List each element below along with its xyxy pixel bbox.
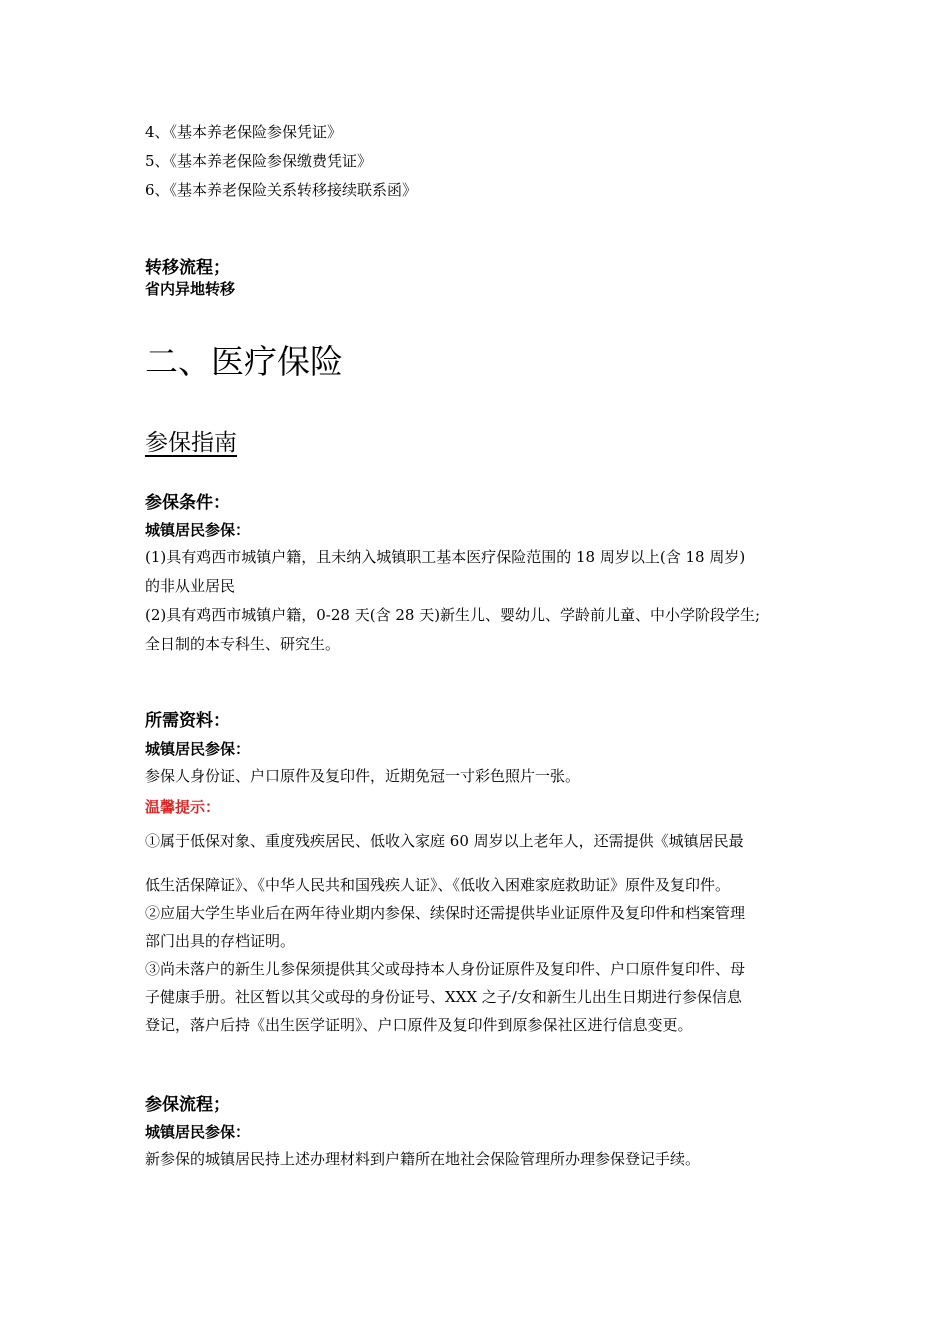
list-item-6: 6、《基本养老保险关系转移接续联系函》 xyxy=(145,181,418,199)
transfer-subheading: 省内异地转移 xyxy=(145,280,236,298)
section-title: 二、医疗保险 xyxy=(145,342,343,381)
materials-heading: 所需资料： xyxy=(145,711,230,731)
tip-line-5: ③尚未落户的新生儿参保须提供其父或母持本人身份证原件及复印件、户口原件复印件、母 xyxy=(145,960,746,978)
process-subheading: 城镇居民参保： xyxy=(145,1123,251,1141)
conditions-subheading: 城镇居民参保： xyxy=(145,521,251,539)
tip-line-1: ①属于低保对象、重度残疾居民、低收入家庭 60 周岁以上老年人，还需提供《城镇居民最 xyxy=(145,832,744,850)
guide-title: 参保指南 xyxy=(145,430,237,456)
transfer-heading: 转移流程； xyxy=(145,258,230,278)
tip-line-6: 子健康手册。社区暂以其父或母的身份证号、XXX 之子/女和新生儿出生日期进行参保信息 xyxy=(145,988,742,1006)
materials-subheading: 城镇居民参保： xyxy=(145,740,251,758)
tip-line-3: ②应届大学生毕业后在两年待业期内参保、续保时还需提供毕业证原件及复印件和档案管理 xyxy=(145,904,746,922)
process-text: 新参保的城镇居民持上述办理材料到户籍所在地社会保险管理所办理参保登记手续。 xyxy=(145,1150,701,1168)
conditions-line-3: (2)具有鸡西市城镇户籍，0-28 天(含 28 天)新生儿、婴幼儿、学龄前儿童、中小学阶段学生; xyxy=(145,606,761,624)
conditions-heading: 参保条件： xyxy=(145,493,230,513)
conditions-line-4: 全日制的本专科生、研究生。 xyxy=(145,635,341,653)
tip-line-4: 部门出具的存档证明。 xyxy=(145,932,296,950)
process-heading: 参保流程； xyxy=(145,1095,230,1115)
conditions-line-2: 的非从业居民 xyxy=(145,577,236,595)
materials-text: 参保人身份证、户口原件及复印件，近期免冠一寸彩色照片一张。 xyxy=(145,767,581,785)
list-item-4: 4、《基本养老保险参保凭证》 xyxy=(145,123,343,141)
tip-label: 温馨提示： xyxy=(145,798,221,816)
list-item-5: 5、《基本养老保险参保缴费凭证》 xyxy=(145,152,373,170)
tip-line-2: 低生活保障证》、《中华人民共和国残疾人证》、《低收入困难家庭救助证》原件及复印件。 xyxy=(145,876,731,894)
conditions-line-1: (1)具有鸡西市城镇户籍，且未纳入城镇职工基本医疗保险范围的 18 周岁以上(含 18 周岁) xyxy=(145,548,746,566)
tip-line-7: 登记，落户后持《出生医学证明》、户口原件及复印件到原参保社区进行信息变更。 xyxy=(145,1016,693,1034)
